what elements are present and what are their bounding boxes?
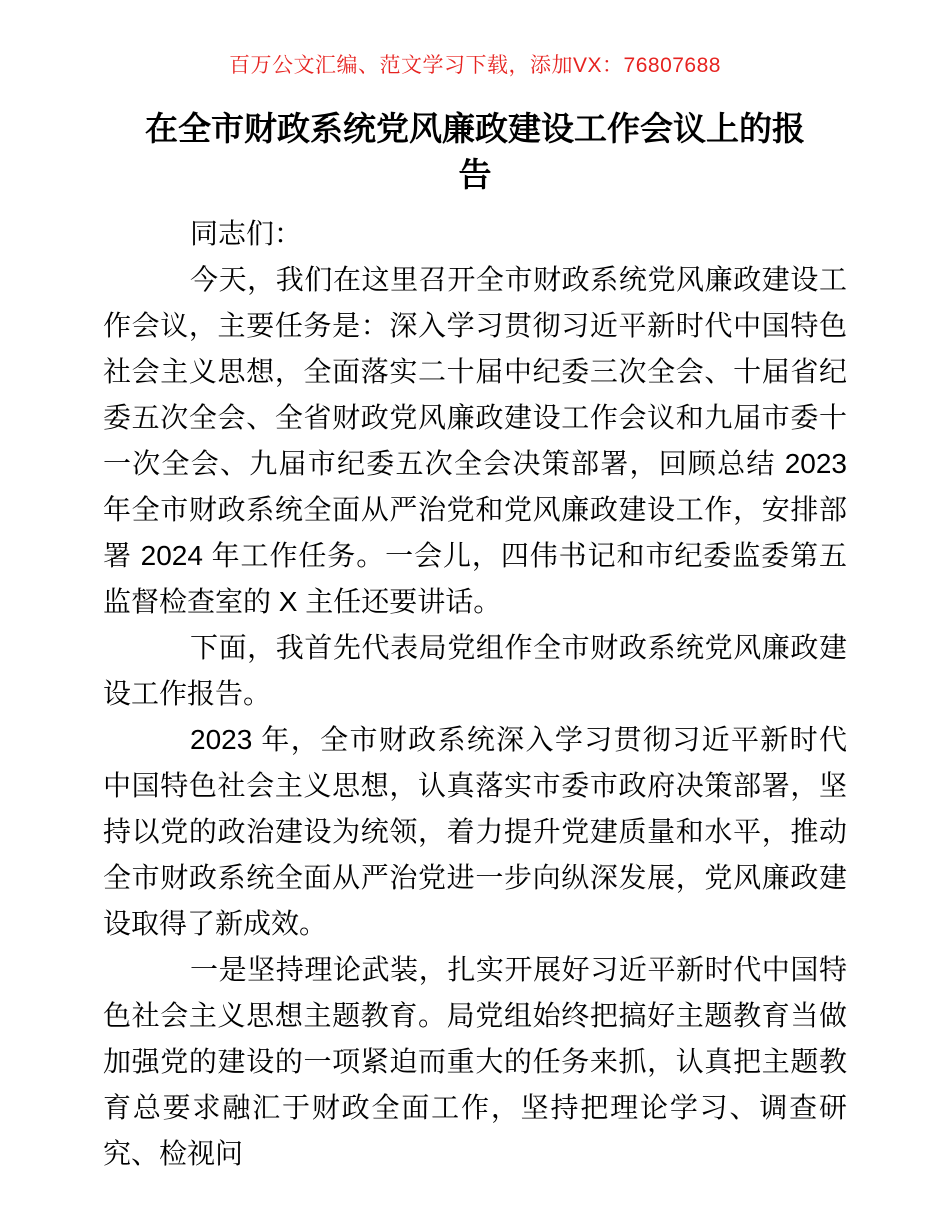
paragraph: 今天，我们在这里召开全市财政系统党风廉政建设工作会议，主要任务是：深入学习贯彻习近平新时代中国特色社会主义思想，全面落实二十届中纪委三次全会、十届省纪委五次全会、全省财政党风廉政建设工作会议和九届市委十一次全会、九届市纪委五次全会决策部署，回顾总结 2023 年全市财政系统全面从严治党和党风廉政建设工作，安排部署 2024 年工作任务。一会儿，四伟书记和市纪委监委第五监督检查室的 X 主任还要讲话。 xyxy=(103,264,847,617)
paragraph: 同志们： xyxy=(190,218,303,249)
paragraph: 下面，我首先代表局党组作全市财政系统党风廉政建设工作报告。 xyxy=(103,632,847,709)
promo-banner xyxy=(0,0,950,80)
document-body xyxy=(103,211,847,1177)
page-title: 在全市财政系统党风廉政建设工作会议上的报告 xyxy=(145,110,805,193)
paragraph: 一是坚持理论武装，扎实开展好习近平新时代中国特色社会主义思想主题教育。局党组始终把搞好主题教育当做加强党的建设的一项紧迫而重大的任务来抓，认真把主题教育总要求融汇于财政全面工作，坚持把理论学习、调查研究、检视问 xyxy=(103,954,847,1169)
promo-banner-text: 百万公文汇编、范文学习下载，添加VX：76807688 xyxy=(229,54,721,77)
paragraph: 2023 年，全市财政系统深入学习贯彻习近平新时代中国特色社会主义思想，认真落实市委市政府决策部署，坚持以党的政治建设为统领，着力提升党建质量和水平，推动全市财政系统全面从严治党进一步向纵深发展，党风廉政建设取得了新成效。 xyxy=(103,724,847,939)
